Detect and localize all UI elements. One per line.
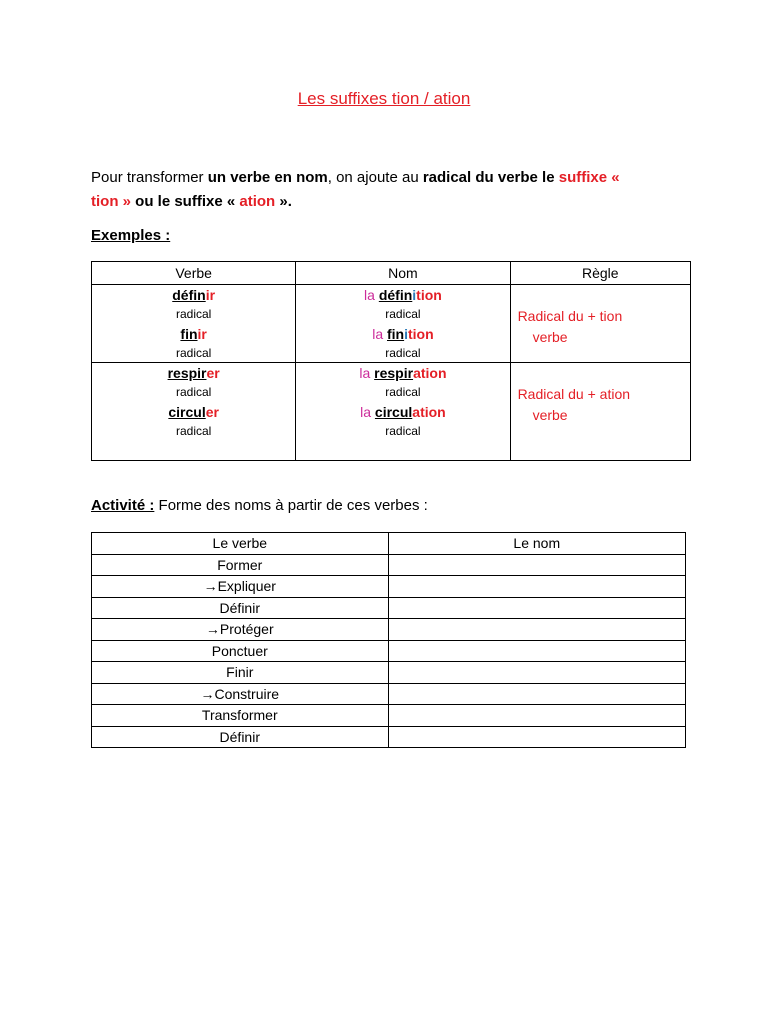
regle-cell [510, 363, 690, 461]
radical-label: radical [175, 385, 212, 399]
verbe-cell [92, 363, 296, 461]
table-row [92, 662, 686, 684]
verb-circuler: circuler [168, 404, 219, 420]
regle-cell [510, 285, 690, 363]
answer-cell[interactable] [388, 554, 685, 576]
verb-cell: →Protéger [92, 619, 389, 641]
activity-table [91, 532, 686, 748]
intro-bold-verb: un verbe en nom [207, 169, 328, 186]
radical-label: radical [385, 385, 421, 399]
intro-paragraph [91, 166, 691, 214]
nom-cell [296, 285, 510, 363]
answer-cell[interactable] [388, 705, 685, 727]
table-row [92, 554, 686, 576]
examples-table [91, 261, 691, 461]
intro-bold-radical: radical du verbe le [422, 169, 559, 186]
noun-finition: la finition [372, 326, 434, 342]
answer-cell[interactable] [388, 726, 685, 748]
noun-circulation: la circulation [360, 404, 446, 420]
noun-definition: la définition [364, 287, 442, 303]
table-row [92, 597, 686, 619]
table-row [92, 683, 686, 705]
examples-header-row [92, 262, 691, 285]
table-row [92, 619, 686, 641]
activity-heading [91, 497, 428, 514]
rule-ation [518, 384, 630, 426]
answer-cell[interactable] [388, 619, 685, 641]
intro-text: Pour transformer [91, 169, 208, 186]
examples-heading: Exemples : [91, 227, 171, 244]
examples-row-tion [92, 285, 691, 363]
page-title: Les suffixes tion / ation [297, 89, 471, 108]
verb-definir: définir [172, 287, 216, 303]
radical-label: radical [385, 346, 421, 360]
header-le-nom: Le nom [388, 533, 685, 555]
rule-tion [518, 306, 623, 348]
table-row [92, 576, 686, 598]
answer-cell[interactable] [388, 662, 685, 684]
intro-text: , on ajoute au [327, 169, 423, 186]
header-verbe: Verbe [92, 262, 296, 285]
verb-cell: Finir [92, 662, 389, 684]
activity-instruction: Forme des noms à partir de ces verbes : [154, 497, 428, 514]
verb-cell: Transformer [92, 705, 389, 727]
header-regle: Règle [510, 262, 690, 285]
radical-label: radical [175, 424, 212, 438]
radical-label: radical [175, 346, 212, 360]
answer-cell[interactable] [388, 683, 685, 705]
intro-bold-end: ». [275, 193, 292, 210]
table-row [92, 726, 686, 748]
verb-cell: Définir [92, 597, 389, 619]
verb-cell: →Expliquer [92, 576, 389, 598]
activity-header-row [92, 533, 686, 555]
radical-label: radical [175, 307, 212, 321]
verb-cell: →Construire [92, 683, 389, 705]
examples-row-ation [92, 363, 691, 461]
verb-cell: Ponctuer [92, 640, 389, 662]
verb-cell: Former [92, 554, 389, 576]
activity-label: Activité : [91, 497, 155, 514]
answer-cell[interactable] [388, 576, 685, 598]
answer-cell[interactable] [388, 640, 685, 662]
intro-suffix: suffixe « [558, 169, 620, 186]
verbe-cell [92, 285, 296, 363]
noun-respiration: la respiration [359, 365, 447, 381]
radical-label: radical [385, 307, 421, 321]
verb-cell: Définir [92, 726, 389, 748]
intro-suffix-ation: ation [239, 193, 276, 210]
table-row [92, 640, 686, 662]
intro-suffix-tion: tion » [91, 193, 131, 210]
rule-line-verbe: verbe [532, 407, 568, 423]
header-nom: Nom [296, 262, 510, 285]
verb-respirer: respirer [167, 365, 220, 381]
answer-cell[interactable] [388, 597, 685, 619]
rule-line-verbe: verbe [532, 329, 568, 345]
nom-cell [296, 363, 510, 461]
table-row [92, 705, 686, 727]
radical-label: radical [385, 424, 421, 438]
verb-finir: finir [180, 326, 207, 342]
intro-bold-or: ou le suffixe « [131, 193, 240, 210]
header-le-verbe: Le verbe [92, 533, 389, 555]
rule-line: Radical du + tion [517, 308, 623, 324]
rule-line: Radical du + ation [517, 386, 631, 402]
